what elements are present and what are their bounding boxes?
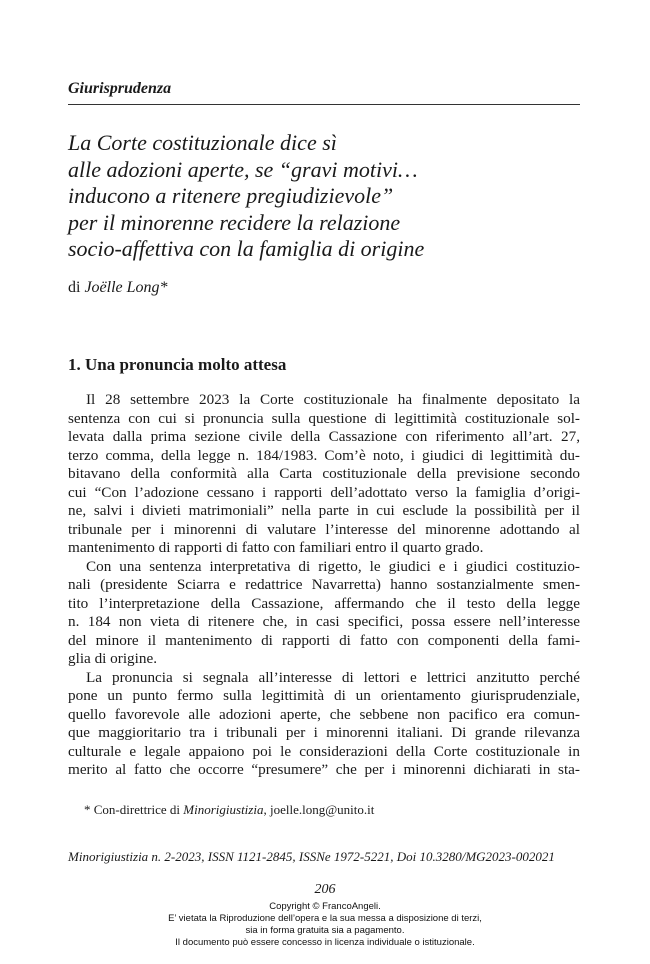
paragraph bbox=[68, 558, 580, 669]
text-line: mantenimento di rapporti di fatto con familiari entro il quarto grado. bbox=[68, 539, 484, 556]
footnote-text: Con-direttrice di bbox=[93, 802, 181, 817]
copyright-line: E’ vietata la Riproduzione dell’opera e la sua messa a disposizione di terzi, bbox=[168, 913, 482, 924]
paragraph bbox=[68, 669, 580, 780]
text-line: nali (presidente Sciarra e redattrice Navarretta) hanno sostanzialmente smen- bbox=[68, 576, 580, 593]
text-line: Con una sentenza interpretativa di rigetto, le giudici e i giudici costituzio- bbox=[86, 557, 580, 575]
footnote-marker: * bbox=[84, 802, 91, 817]
title-line: alle adozioni aperte, se “gravi motivi… bbox=[68, 156, 418, 182]
section-label: Giurisprudenza bbox=[68, 80, 172, 97]
title-line: La Corte costituzionale dice sì bbox=[68, 130, 337, 155]
header-rule bbox=[68, 104, 580, 105]
footnote bbox=[84, 802, 374, 818]
text-line: tito l’interpretazione della Cassazione, affermando che il testo della legge bbox=[68, 594, 580, 612]
copyright-notice bbox=[0, 901, 650, 949]
copyright-line: sia in forma gratuita sia a pagamento. bbox=[245, 925, 405, 936]
text-line: ne, salvi i divieti matrimoniali” nella parte in cui esclude la possibilità per il bbox=[68, 502, 580, 519]
text-line: del minore il mantenimento di rapporti di fatto con componenti della fami- bbox=[68, 631, 580, 649]
footnote-email[interactable]: , joelle.long@unito.it bbox=[263, 802, 375, 817]
paragraph bbox=[68, 391, 580, 558]
copyright-line: Il documento può essere concesso in licenza individuale o istituzionale. bbox=[175, 937, 475, 948]
text-line: Il 28 settembre 2023 la Corte costituzionale ha finalmente depositato la bbox=[86, 391, 580, 408]
text-line: bitavano della conformità alla Carta costituzionale della previsione secondo bbox=[68, 465, 580, 482]
text-line: sentenza con cui si pronuncia sulla questione di legittimità costituzionale sol- bbox=[68, 409, 580, 427]
journal-citation: Minorigiustizia n. 2-2023, ISSN 1121-2845, ISSNe 1972-5221, Doi 10.3280/MG2023-002021 bbox=[68, 849, 555, 864]
title-line: per il minorenne recidere la relazione bbox=[68, 209, 401, 235]
text-line: pone un punto fermo sulla legittimità di un orientamento giurisprudenziale, bbox=[68, 687, 580, 704]
text-line: levata dalla prima sezione civile della Cassazione con riferimento all’art. 27, bbox=[68, 428, 580, 445]
byline bbox=[68, 279, 168, 297]
byline-prefix: di bbox=[68, 279, 81, 296]
title-line: inducono a ritenere pregiudizievole” bbox=[68, 183, 394, 209]
text-line: quello favorevole alle adozioni aperte, che sebbene non pacifico era comun- bbox=[68, 705, 580, 723]
section-heading: 1. Una pronuncia molto attesa bbox=[68, 355, 287, 374]
text-line: La pronuncia si segnala all’interesse di lettori e lettrici anzitutto perché bbox=[86, 668, 580, 686]
text-line: culturale e legale appaiono poi le considerazioni della Corte costituzionale in bbox=[68, 742, 580, 760]
text-line: glia di origine. bbox=[68, 650, 157, 667]
text-line: cui “Con l’adozione cessano i rapporti dell’adottato verso la famiglia d’origi- bbox=[68, 483, 580, 501]
author-name: Joëlle Long* bbox=[84, 279, 168, 296]
text-line: n. 184 non vieta di ritenere che, in casi specifici, possa essere nell’interesse bbox=[68, 613, 580, 630]
text-line: terzo comma, della legge n. 184/1983. Com’è noto, i giudici di legittimità du- bbox=[68, 446, 580, 464]
text-line: merito al fatto che occorre “presumere” che per i minorenni dichiarati in sta- bbox=[68, 761, 580, 778]
article-title bbox=[68, 130, 588, 263]
title-line: socio-affettiva con la famiglia di origine bbox=[68, 236, 425, 262]
page-number: 206 bbox=[314, 882, 336, 897]
footnote-journal: Minorigiustizia bbox=[183, 802, 264, 817]
text-line: tribunale per i minorenni di valutare l’interesse del minorenne adottando al bbox=[68, 520, 580, 538]
copyright-line: Copyright © FrancoAngeli. bbox=[269, 901, 381, 912]
article-body bbox=[68, 391, 580, 780]
text-line: que maggioritario tra i tribunali per i minorenni italiani. Di grande rilevanza bbox=[68, 724, 580, 741]
